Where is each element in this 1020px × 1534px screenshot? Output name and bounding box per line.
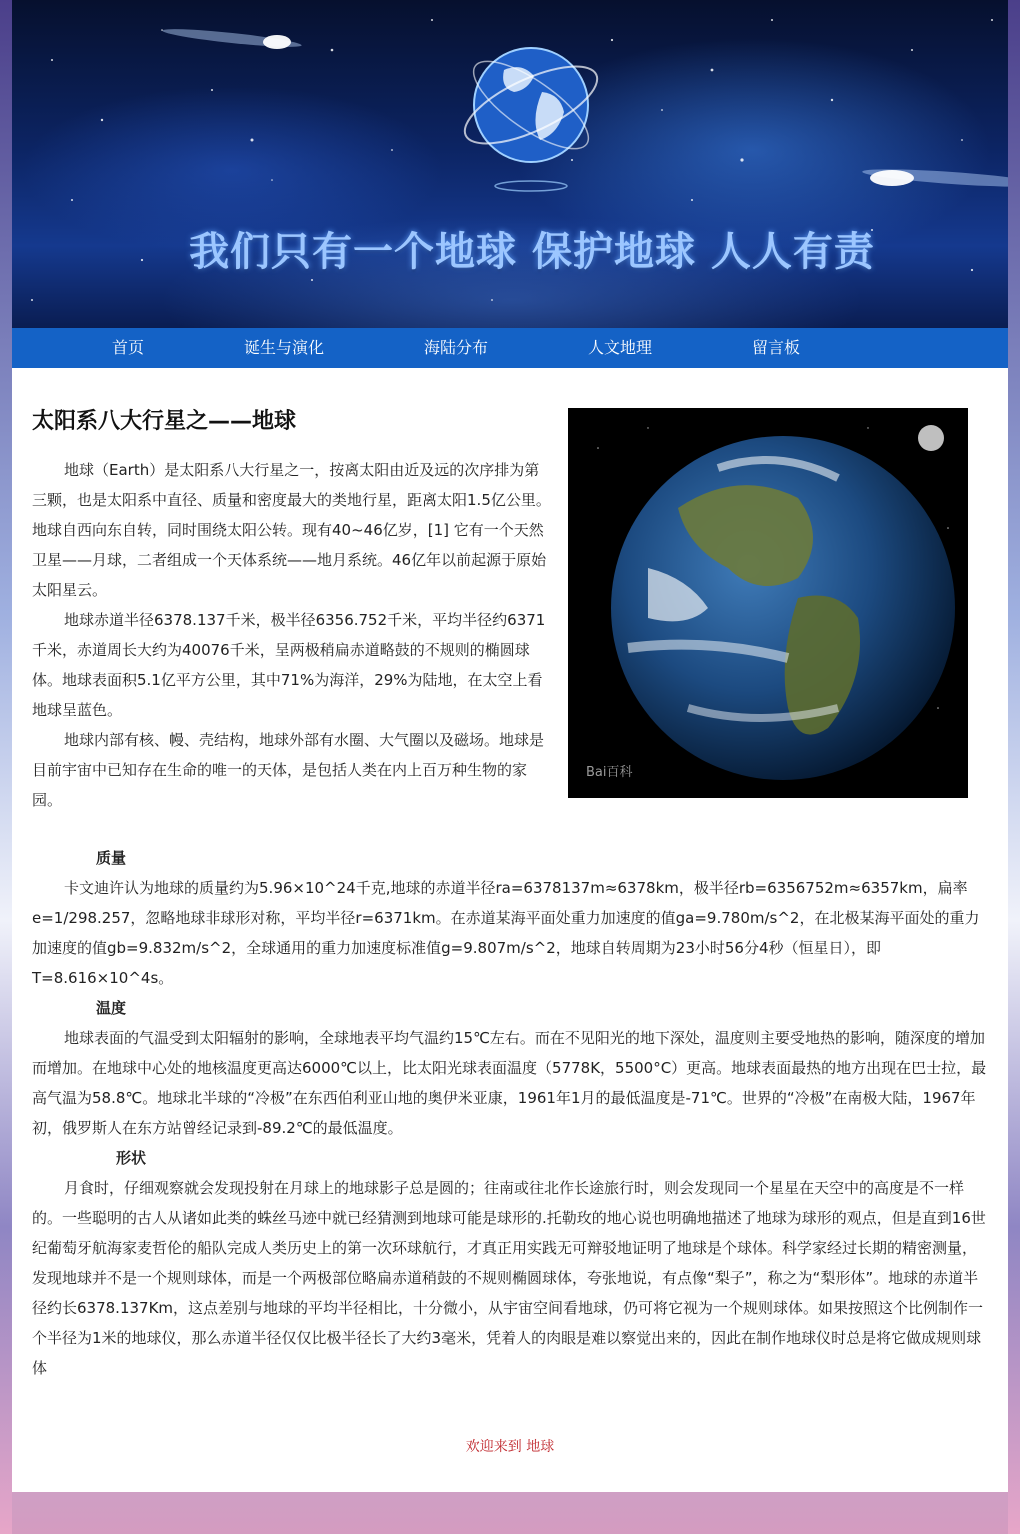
intro-text [32, 455, 552, 815]
intro-paragraph: 地球（Earth）是太阳系八大行星之一，按离太阳由近及远的次序排为第三颗，也是太阳系中直径、质量和密度最大的类地行星，距离太阳1.5亿公里。地球自西向东自转，同时围绕太阳公转。现有40~46亿岁，[1] 它有一个天然卫星——月球，二者组成一个天体系统——地月系统。46亿年以前起源于原始太阳星云。 [32, 461, 551, 599]
starfield-background [12, 0, 1008, 328]
nav-item-land-sea-distribution[interactable]: 海陆分布 [423, 338, 489, 357]
footer-welcome: 欢迎来到 地球 [465, 1439, 555, 1455]
shape-text: 月食时，仔细观察就会发现投射在月球上的地球影子总是圆的；往南或往北作长途旅行时，则会发现同一个星星在天空中的高度是不一样的。一些聪明的古人从诸如此类的蛛丝马迹中就已经猜测到地球可能是球形的.托勒玫的地心说也明确地描述了地球为球形的观点，但是直到16世纪葡萄牙航海家麦哲伦的船队完成人类历史上的第一次环球航行，才真正用实践无可辩驳地证明了地球是个球体。科学家经过长期的精密测量，发现地球并不是一个规则球体，而是一个两极部位略扁赤道稍鼓的不规则椭圆球体，夸张地说，有点像“梨子”，称之为“梨形体”。地球的赤道半径约长6378.137Km，这点差别与地球的平均半径相比，十分微小，从宇宙空间看地球，仍可将它视为一个规则球体。如果按照这个比例制作一个半径为1米的地球仪，那么赤道半径仅仅比极半径长了大约3毫米，凭着人的肉眼是难以察觉出来的，因此在制作地球仪时总是将它做成规则球体 [32, 1179, 986, 1377]
background-decoration-right [1008, 0, 1020, 1534]
intro-paragraph: 地球赤道半径6378.137千米，极半径6356.752千米，平均半径约6371千米，赤道周长大约为40076千米，呈两极稍扁赤道略鼓的不规则的椭圆球体。地球表面积5.1亿平方公里，其中71%为海洋，29%为陆地，在太空上看地球呈蓝色。 [32, 611, 546, 719]
nav-item-message-board[interactable]: 留言板 [751, 338, 801, 357]
nav-item-origin-evolution[interactable]: 诞生与演化 [243, 338, 325, 357]
globe-icon [455, 46, 607, 191]
banner-slogan: 我们只有一个地球 保护地球 人人有责 [189, 229, 875, 275]
earth-photo [568, 408, 968, 798]
article-title: 太阳系八大行星之——地球 [32, 409, 297, 434]
background-decoration-left [0, 0, 12, 1534]
comet-right [862, 166, 1008, 191]
image-watermark: Bai百科 [586, 765, 633, 780]
moon-icon [918, 425, 944, 451]
earth-illustration [568, 408, 968, 798]
shape-heading: 形状 [116, 1149, 147, 1167]
header-banner [12, 0, 1008, 328]
page-container [12, 0, 1008, 1492]
nav-item-human-geography[interactable]: 人文地理 [587, 338, 653, 357]
intro-paragraph: 地球内部有核、幔、壳结构，地球外部有水圈、大气圈以及磁场。地球是目前宇宙中已知存在生命的唯一的天体，是包括人类在内上百万种生物的家园。 [32, 731, 545, 809]
mass-heading: 质量 [96, 849, 127, 867]
temperature-heading: 温度 [96, 999, 127, 1017]
mass-text: 卡文迪许认为地球的质量约为5.96×10^24千克,地球的赤道半径ra=6378137m≈6378km，极半径rb=6356752m≈6357km，扁率e=1/298.257，忽略地球非球形对称，平均半径r=6371km。在赤道某海平面处重力加速度的值ga=9.780m/s^2，在北极某海平面处的重力加速度的值gb=9.832m/s^2，全球通用的重力加速度标准值g=9.807m/s^2，地球自转周期为23小时56分4秒（恒星日），即T=8.616×10^4s。 [32, 879, 980, 987]
comet-left [162, 26, 302, 51]
content-sections [32, 843, 990, 1383]
main-navigation [12, 328, 1008, 368]
nav-item-home[interactable]: 首页 [111, 338, 145, 357]
temperature-text: 地球表面的气温受到太阳辐射的影响，全球地表平均气温约15℃左右。而在不见阳光的地下深处，温度则主要受地热的影响，随深度的增加而增加。在地球中心处的地核温度更高达6000℃以上，比太阳光球表面温度（5778K，5500°C）更高。地球表面最热的地方出现在巴士拉，最高气温为58.8℃。地球北半球的“冷极”在东西伯利亚山地的奥伊米亚康，1961年1月的最低温度是-71℃。世界的“冷极”在南极大陆，1967年初，俄罗斯人在东方站曾经记录到-89.2℃的最低温度。 [32, 1029, 987, 1137]
